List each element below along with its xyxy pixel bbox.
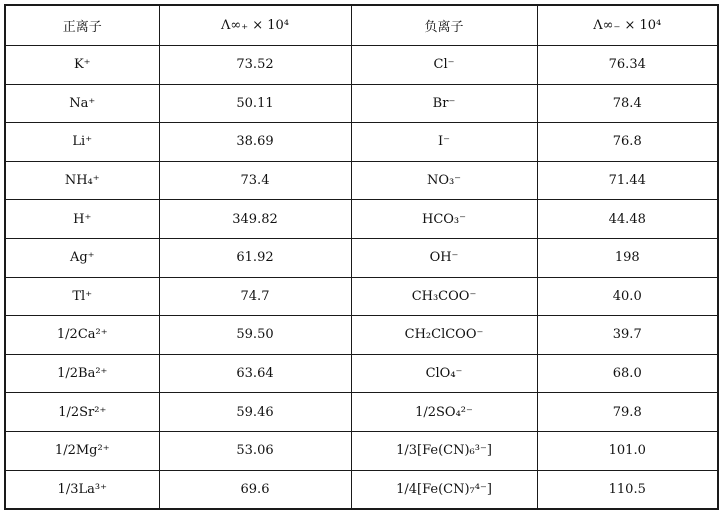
cation-cell: 1/2Mg²⁺ [5, 431, 159, 470]
anion-value-cell: 110.5 [537, 470, 718, 509]
anion-cell: 1/2SO₄²⁻ [351, 393, 537, 432]
table-row [5, 161, 718, 200]
anion-value-cell: 40.0 [537, 277, 718, 316]
anion-value-cell: 71.44 [537, 161, 718, 200]
table-row [5, 393, 718, 432]
cation-value-cell: 50.11 [159, 84, 351, 123]
cation-cell: 1/2Sr²⁺ [5, 393, 159, 432]
table-row [5, 46, 718, 85]
anion-value-cell: 44.48 [537, 200, 718, 239]
cation-value-cell: 73.4 [159, 161, 351, 200]
cation-value-cell: 59.46 [159, 393, 351, 432]
anion-cell: Br⁻ [351, 84, 537, 123]
table-row [5, 316, 718, 355]
anion-cell: I⁻ [351, 123, 537, 162]
cation-cell: 1/2Ba²⁺ [5, 354, 159, 393]
cation-cell: K⁺ [5, 46, 159, 85]
cation-value-cell: 69.6 [159, 470, 351, 509]
anion-cell: Cl⁻ [351, 46, 537, 85]
anion-value-cell: 76.8 [537, 123, 718, 162]
table-header-row [5, 5, 718, 46]
anion-cell: CH₂ClCOO⁻ [351, 316, 537, 355]
cation-cell: Li⁺ [5, 123, 159, 162]
header-anion-lambda: Λ∞₋ × 10⁴ [537, 5, 718, 46]
anion-cell: NO₃⁻ [351, 161, 537, 200]
anion-value-cell: 79.8 [537, 393, 718, 432]
anion-value-cell: 76.34 [537, 46, 718, 85]
cation-value-cell: 59.50 [159, 316, 351, 355]
cation-value-cell: 61.92 [159, 238, 351, 277]
anion-cell: 1/3[Fe(CN)₆³⁻] [351, 431, 537, 470]
cation-value-cell: 349.82 [159, 200, 351, 239]
table-row [5, 84, 718, 123]
table-body [5, 46, 718, 509]
anion-value-cell: 101.0 [537, 431, 718, 470]
table-row [5, 431, 718, 470]
anion-cell: OH⁻ [351, 238, 537, 277]
table-row [5, 123, 718, 162]
anion-value-cell: 198 [537, 238, 718, 277]
cation-cell: Na⁺ [5, 84, 159, 123]
cation-value-cell: 74.7 [159, 277, 351, 316]
anion-cell: HCO₃⁻ [351, 200, 537, 239]
header-anion: 负离子 [351, 5, 537, 46]
cation-value-cell: 38.69 [159, 123, 351, 162]
cation-cell: NH₄⁺ [5, 161, 159, 200]
header-cation-lambda: Λ∞₊ × 10⁴ [159, 5, 351, 46]
table-row [5, 277, 718, 316]
cation-cell: H⁺ [5, 200, 159, 239]
cation-cell: 1/3La³⁺ [5, 470, 159, 509]
cation-value-cell: 63.64 [159, 354, 351, 393]
anion-value-cell: 39.7 [537, 316, 718, 355]
table-row [5, 354, 718, 393]
table-row [5, 470, 718, 509]
anion-cell: 1/4[Fe(CN)₇⁴⁻] [351, 470, 537, 509]
header-cation: 正离子 [5, 5, 159, 46]
cation-cell: Tl⁺ [5, 277, 159, 316]
cation-cell: Ag⁺ [5, 238, 159, 277]
cation-value-cell: 53.06 [159, 431, 351, 470]
anion-value-cell: 78.4 [537, 84, 718, 123]
cation-cell: 1/2Ca²⁺ [5, 316, 159, 355]
ionic-conductivity-table [4, 4, 719, 510]
anion-cell: ClO₄⁻ [351, 354, 537, 393]
table-row [5, 238, 718, 277]
anion-value-cell: 68.0 [537, 354, 718, 393]
table-row [5, 200, 718, 239]
anion-cell: CH₃COO⁻ [351, 277, 537, 316]
cation-value-cell: 73.52 [159, 46, 351, 85]
